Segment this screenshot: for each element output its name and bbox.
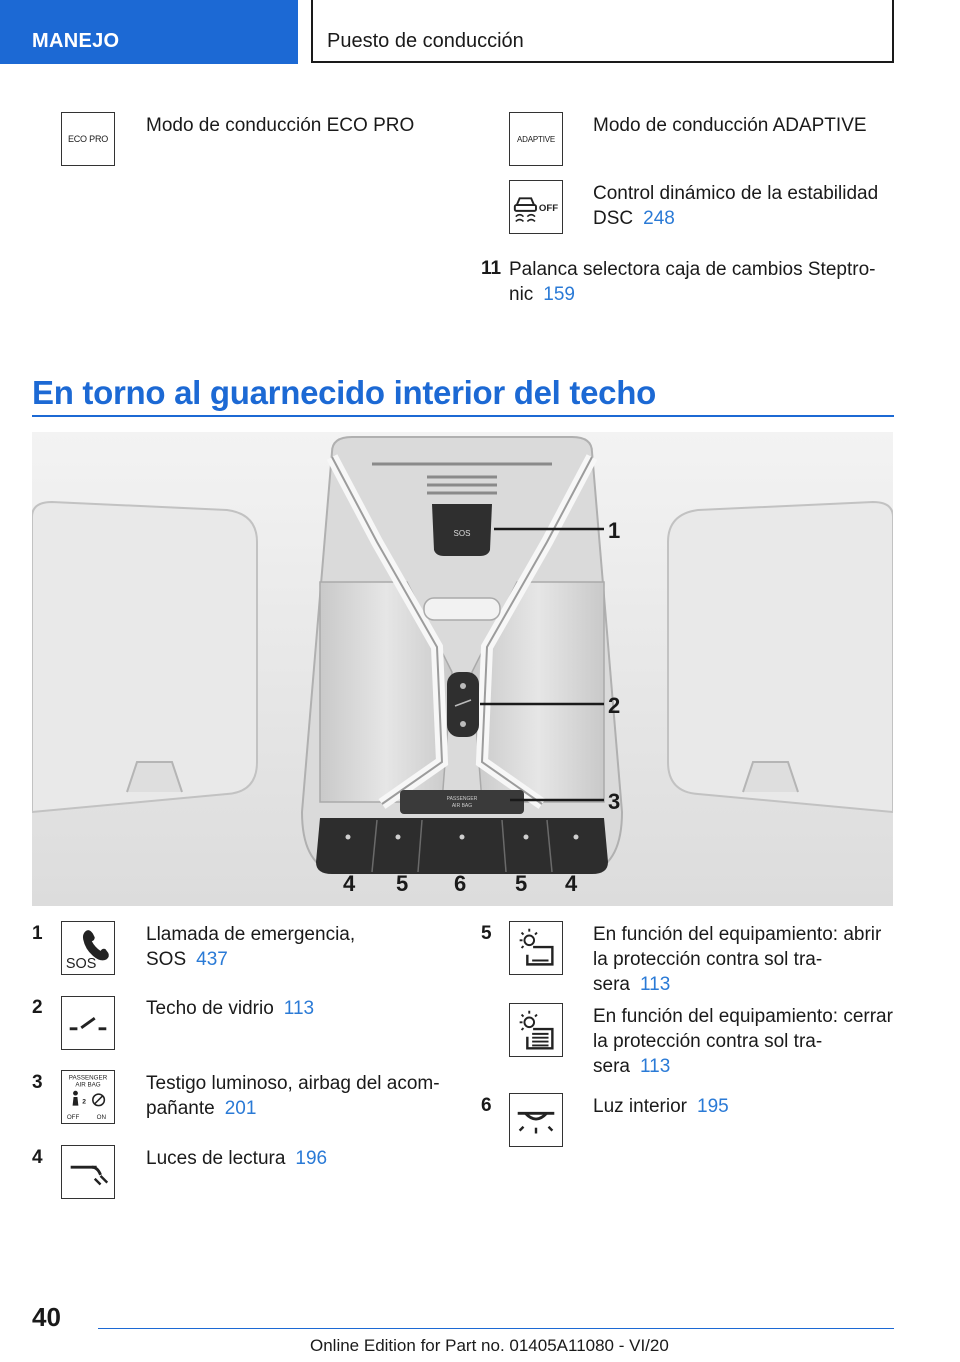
- section-heading: En torno al guarnecido interior del techo: [32, 374, 656, 411]
- section-tab: [0, 0, 298, 64]
- legend-2-page-ref[interactable]: 113: [283, 998, 315, 1019]
- legend-5-label: [593, 922, 881, 997]
- legend-5b-line2: la protección contra sol tra-: [593, 1031, 823, 1052]
- legend-1-line2: SOS: [146, 949, 187, 970]
- legend-number-3: 3: [32, 1072, 43, 1093]
- legend-number-2: 2: [32, 997, 43, 1018]
- page-header: [311, 0, 894, 63]
- dsc-line2: DSC: [593, 208, 634, 229]
- legend-number-5: 5: [481, 923, 492, 944]
- reading-light-icon: [61, 1145, 115, 1199]
- legend-3-line1: Testigo luminoso, airbag del acom-: [146, 1073, 440, 1094]
- legend-6-page-ref[interactable]: 195: [697, 1096, 729, 1117]
- heading-rule: [32, 415, 894, 417]
- glass-roof-icon: [61, 996, 115, 1050]
- svg-text:6: 6: [454, 871, 467, 896]
- dsc-label: [593, 181, 878, 231]
- svg-text:4: 4: [565, 871, 578, 896]
- legend-4-label: [146, 1146, 327, 1171]
- sunblind-open-icon: [509, 921, 563, 975]
- interior-light-icon: [509, 1093, 563, 1147]
- svg-text:OFF: OFF: [66, 1114, 80, 1122]
- item-11-line1: Palanca selectora caja de cambios Steptro-: [509, 259, 876, 280]
- legend-5b-label: [593, 1004, 893, 1079]
- legend-5-line3: sera: [593, 974, 630, 995]
- legend-number-4: 4: [32, 1147, 43, 1168]
- dsc-line1: Control dinámico de la estabilidad: [593, 183, 879, 204]
- passenger-airbag-icon: [61, 1070, 115, 1124]
- svg-text:5: 5: [515, 871, 528, 896]
- legend-4-line1: Luces de lectura: [146, 1148, 286, 1169]
- sos-phone-icon: [61, 921, 115, 975]
- legend-4-page-ref[interactable]: 196: [295, 1148, 328, 1169]
- svg-text:OFF: OFF: [538, 202, 559, 214]
- legend-1-page-ref[interactable]: 437: [196, 949, 228, 970]
- legend-5-line2: la protección contra sol tra-: [593, 949, 823, 970]
- dsc-page-ref[interactable]: 248: [643, 208, 675, 229]
- edition-text: Online Edition for Part no. 01405A11080 - VI/20: [310, 1336, 669, 1355]
- section-title: MANEJO: [32, 30, 120, 52]
- svg-text:SOS: SOS: [453, 529, 471, 538]
- page-title: Puesto de conducción: [327, 30, 524, 52]
- svg-text:PASSENGER: PASSENGER: [68, 1074, 108, 1082]
- svg-text:AIR BAG: AIR BAG: [75, 1081, 101, 1089]
- legend-3-page-ref[interactable]: 201: [224, 1098, 257, 1119]
- adaptive-label: Modo de conducción ADAPTIVE: [593, 115, 867, 136]
- svg-text:5: 5: [396, 871, 409, 896]
- legend-3-line2: pañante: [146, 1098, 215, 1119]
- sunblind-close-icon: [509, 1003, 563, 1057]
- adaptive-icon-text: ADAPTIVE: [517, 134, 555, 144]
- svg-text:SOS: SOS: [65, 956, 97, 973]
- svg-text:AIR BAG: AIR BAG: [451, 803, 473, 809]
- eco-pro-icon-text: ECO PRO: [67, 134, 109, 144]
- legend-5b-line3: sera: [593, 1056, 630, 1077]
- svg-text:3: 3: [608, 789, 621, 814]
- svg-text:4: 4: [343, 871, 356, 896]
- legend-3-label: [146, 1071, 440, 1121]
- legend-number-6: 6: [481, 1095, 492, 1116]
- legend-1-label: [146, 922, 355, 972]
- legend-number-1: 1: [32, 923, 43, 944]
- overhead-console-photo: [32, 432, 893, 906]
- legend-5b-line1: En función del equipamiento: cerrar: [593, 1006, 893, 1027]
- legend-5-page-ref[interactable]: 113: [639, 974, 671, 995]
- item-11-line2: nic: [509, 284, 534, 305]
- eco-pro-label: Modo de conducción ECO PRO: [146, 115, 415, 136]
- svg-text:ON: ON: [96, 1114, 107, 1122]
- svg-text:2: 2: [82, 1098, 86, 1106]
- item-11-page-ref[interactable]: 159: [543, 284, 575, 305]
- legend-6-line1: Luz interior: [593, 1096, 687, 1117]
- legend-6-label: [593, 1094, 729, 1119]
- item-11-label: [509, 257, 875, 307]
- legend-2-line1: Techo de vidrio: [146, 998, 274, 1019]
- dsc-off-icon: [509, 180, 563, 234]
- eco-pro-icon: [61, 112, 115, 166]
- item-number-11: 11: [481, 258, 502, 279]
- legend-2-label: [146, 996, 314, 1021]
- adaptive-icon: [509, 112, 563, 166]
- footer-rule: [98, 1328, 894, 1329]
- page-number: 40: [32, 1302, 61, 1332]
- svg-text:PASSENGER: PASSENGER: [446, 796, 478, 802]
- legend-5b-page-ref[interactable]: 113: [639, 1056, 671, 1077]
- svg-text:1: 1: [608, 518, 621, 543]
- svg-text:2: 2: [608, 693, 621, 718]
- legend-1-line1: Llamada de emergencia,: [146, 924, 356, 945]
- legend-5-line1: En función del equipamiento: abrir: [593, 924, 882, 945]
